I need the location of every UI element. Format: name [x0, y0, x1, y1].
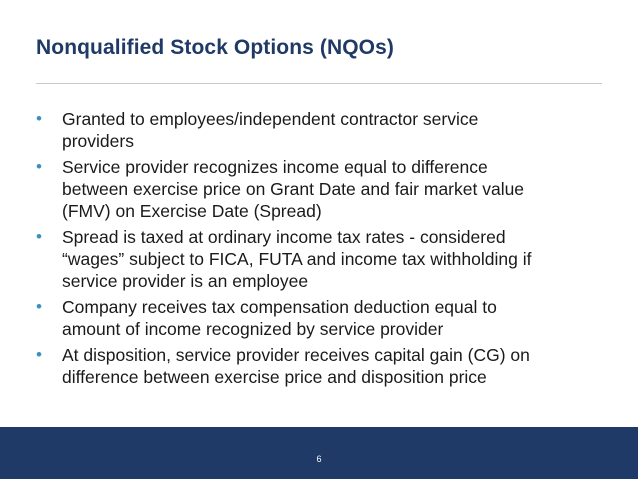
bullet-text-line: “wages” subject to FICA, FUTA and income tax withholding if [62, 249, 532, 269]
bullet-text-line: difference between exercise price and disposition price [62, 367, 487, 387]
page-number: 6 [316, 454, 322, 464]
bullet-icon: • [36, 157, 42, 176]
bullet-text-line: At disposition, service provider receives capital gain (CG) on [62, 345, 530, 365]
bullet-icon: • [36, 297, 42, 316]
bullet-item [36, 226, 596, 292]
footer-bar [0, 427, 638, 479]
bullet-text-line: Spread is taxed at ordinary income tax rates - considered [62, 227, 506, 247]
bullet-text-line: (FMV) on Exercise Date (Spread) [62, 201, 322, 221]
bullet-icon: • [36, 345, 42, 364]
bullet-icon: • [36, 227, 42, 246]
bullet-text-line: service provider is an employee [62, 271, 309, 291]
bullet-text-line: amount of income recognized by service provider [62, 319, 444, 339]
bullet-text-line: Service provider recognizes income equal to difference [62, 157, 488, 177]
bullet-item [36, 156, 596, 222]
bullet-text-line: Granted to employees/independent contractor service [62, 109, 479, 129]
bullet-text-line: Company receives tax compensation deduction equal to [62, 297, 497, 317]
title-divider [36, 83, 602, 84]
bullet-text-line: providers [62, 131, 134, 151]
bullet-item [36, 108, 596, 152]
bullet-item [36, 344, 596, 388]
slide-title: Nonqualified Stock Options (NQOs) [36, 36, 394, 59]
bullet-item [36, 296, 596, 340]
bullet-text-line: between exercise price on Grant Date and fair market value [62, 179, 525, 199]
bullet-icon: • [36, 109, 42, 128]
bullet-list [36, 108, 596, 392]
